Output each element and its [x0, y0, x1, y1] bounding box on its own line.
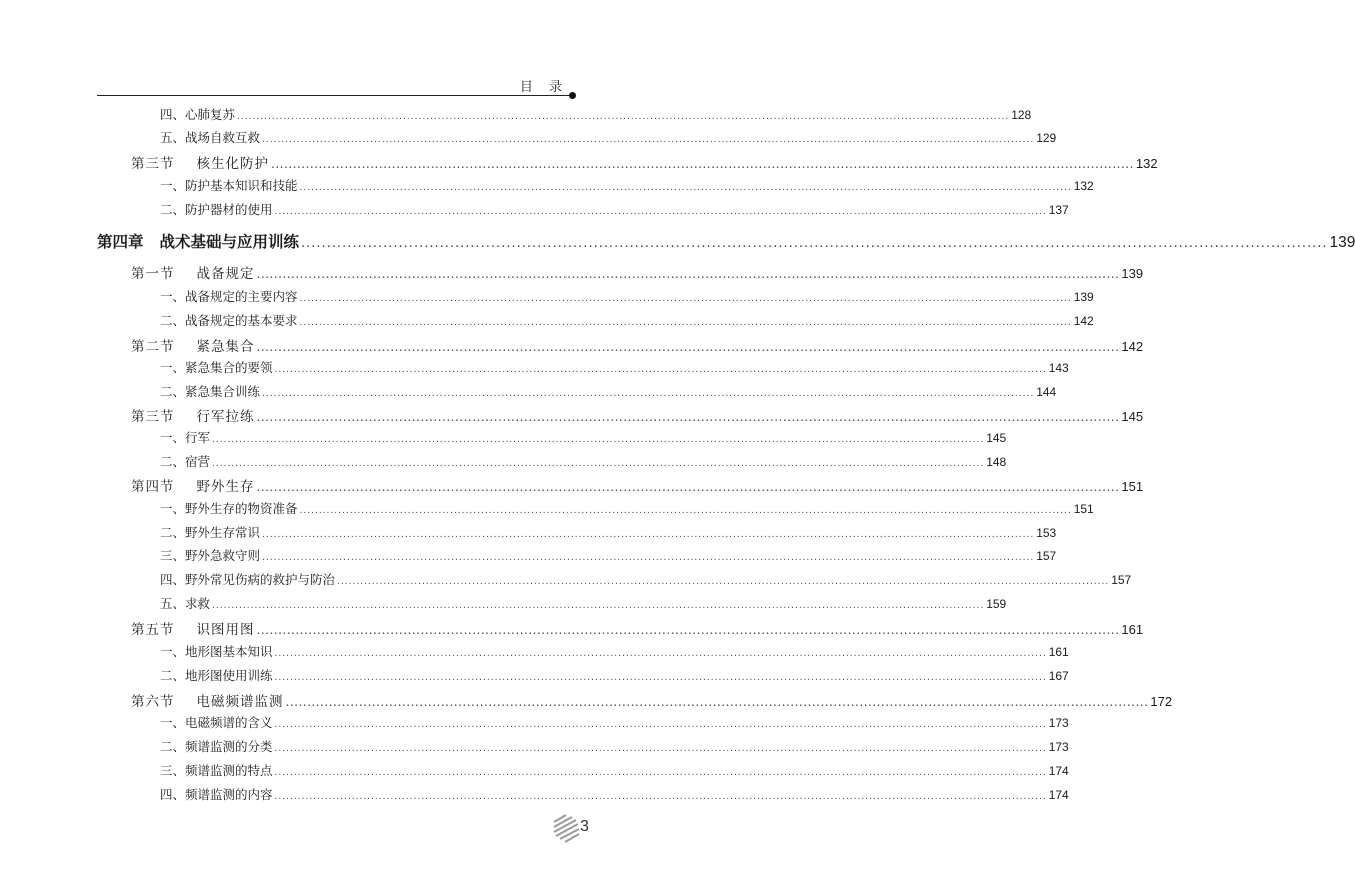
toc-entry-label: 战术基础与应用训练	[159, 233, 300, 251]
toc-dot-leader: ........................................................................................................................................................................................................	[299, 294, 1072, 304]
toc-entry-title	[160, 523, 260, 541]
toc-dot-leader: ........................................................................................................................................................................................................	[274, 673, 1047, 683]
toc-subsection-entry[interactable]	[160, 128, 1057, 146]
toc-entry-title	[160, 382, 260, 400]
toc-entry-label: 二、防护器材的使用	[160, 202, 273, 217]
toc-entry-page: 132	[1135, 156, 1158, 171]
toc-entry-title	[160, 594, 210, 612]
toc-entry-title	[131, 475, 255, 495]
toc-entry-page: 151	[1073, 502, 1094, 516]
toc-entry-label: 二、地形图使用训练	[160, 668, 273, 683]
toc-entry-page: 157	[1111, 573, 1132, 587]
toc-entry-title	[160, 642, 273, 660]
toc-entry-page: 137	[1048, 203, 1069, 217]
toc-entry-number: 第三节	[131, 156, 175, 172]
toc-entry-title	[160, 200, 273, 218]
toc-entry-label: 核生化防护	[196, 156, 269, 172]
toc-entry-page: 129	[1036, 131, 1057, 145]
toc-dot-leader: ........................................................................................................................................................................................................	[271, 157, 1134, 171]
toc-entry-title	[160, 105, 235, 123]
toc-subsection-entry[interactable]	[160, 642, 1069, 660]
toc-entry-label: 一、电磁频谱的含义	[160, 715, 273, 730]
toc-entry-label: 电磁频谱监测	[196, 694, 284, 710]
toc-subsection-entry[interactable]	[160, 311, 1094, 329]
toc-dot-leader: ........................................................................................................................................................................................................	[274, 207, 1047, 217]
toc-entry-page: 172	[1150, 694, 1173, 709]
toc-dot-leader: ........................................................................................................................................................................................................	[274, 768, 1047, 778]
toc-subsection-entry[interactable]	[160, 358, 1069, 376]
toc-dot-leader: ........................................................................................................................................................................................................	[237, 112, 1010, 122]
toc-subsection-entry[interactable]	[160, 176, 1094, 194]
toc-entry-label: 三、野外急救守则	[160, 548, 261, 563]
toc-entry-title	[160, 176, 298, 194]
toc-entry-title	[131, 405, 255, 425]
toc-dot-leader: ........................................................................................................................................................................................................	[337, 577, 1110, 587]
toc-section-entry[interactable]	[131, 335, 1144, 355]
toc-entry-page: 139	[1329, 234, 1355, 251]
page-number: 3	[580, 818, 589, 835]
toc-entry-page: 159	[986, 597, 1007, 611]
toc-subsection-entry[interactable]	[160, 546, 1057, 564]
toc-dot-leader: ........................................................................................................................................................................................................	[256, 410, 1120, 424]
toc-entry-label: 行军拉练	[196, 409, 255, 425]
toc-section-entry[interactable]	[131, 262, 1144, 282]
toc-entry-page: 173	[1048, 740, 1069, 754]
toc-entry-page: 142	[1073, 314, 1094, 328]
toc-dot-leader: ........................................................................................................................................................................................................	[274, 720, 1047, 730]
toc-entry-label: 五、求救	[160, 596, 211, 611]
toc-dot-leader: ........................................................................................................................................................................................................	[262, 553, 1035, 563]
toc-entry-page: 173	[1048, 716, 1069, 730]
toc-dot-leader: ........................................................................................................................................................................................................	[262, 530, 1035, 540]
toc-entry-page: 174	[1048, 764, 1069, 778]
toc-subsection-entry[interactable]	[160, 594, 1007, 612]
header-title: 目 录	[519, 80, 568, 95]
toc-entry-number: 第六节	[131, 694, 175, 710]
toc-entry-label: 五、战场自救互救	[160, 130, 261, 145]
toc-entry-title	[131, 618, 255, 638]
toc-entry-page: 157	[1036, 549, 1057, 563]
toc-subsection-entry[interactable]	[160, 428, 1007, 446]
toc-dot-leader: ........................................................................................................................................................................................................	[274, 365, 1047, 375]
toc-entry-title	[160, 713, 273, 731]
toc-entry-page: 145	[1121, 409, 1144, 424]
toc-entry-title	[131, 690, 284, 710]
toc-subsection-entry[interactable]	[160, 737, 1069, 755]
toc-subsection-entry[interactable]	[160, 287, 1094, 305]
toc-entry-label: 二、频谱监测的分类	[160, 739, 273, 754]
toc-entry-title	[160, 128, 260, 146]
toc-dot-leader: ........................................................................................................................................................................................................	[256, 623, 1120, 637]
header-rule	[97, 95, 572, 96]
toc-dot-leader: ........................................................................................................................................................................................................	[274, 649, 1047, 659]
toc-dot-leader: ........................................................................................................................................................................................................	[256, 480, 1120, 494]
toc-entry-page: 128	[1011, 108, 1032, 122]
toc-entry-label: 紧急集合	[196, 339, 255, 355]
toc-entry-title	[131, 152, 269, 172]
toc-entry-title	[160, 737, 273, 755]
toc-dot-leader: ........................................................................................................................................................................................................	[274, 792, 1047, 802]
toc-entry-title	[160, 452, 210, 470]
toc-dot-leader: ........................................................................................................................................................................................................	[274, 744, 1047, 754]
toc-section-entry[interactable]	[131, 618, 1144, 638]
toc-entry-label: 一、地形图基本知识	[160, 644, 273, 659]
toc-section-entry[interactable]	[131, 475, 1144, 495]
toc-entry-title	[160, 546, 260, 564]
corner-stripes-icon	[552, 812, 582, 846]
toc-entry-page: 139	[1073, 290, 1094, 304]
toc-entry-title	[160, 499, 298, 517]
toc-entry-page: 132	[1073, 179, 1094, 193]
toc-entry-label: 二、战备规定的基本要求	[160, 313, 298, 328]
toc-dot-leader: ........................................................................................................................................................................................................	[299, 318, 1072, 328]
toc-entry-title	[160, 311, 298, 329]
toc-subsection-entry[interactable]	[160, 382, 1057, 400]
toc-dot-leader: ........................................................................................................................................................................................................	[256, 340, 1120, 354]
toc-entry-page: 174	[1048, 788, 1069, 802]
toc-dot-leader: ........................................................................................................................................................................................................	[256, 267, 1120, 281]
toc-dot-leader: ........................................................................................................................................................................................................	[262, 135, 1035, 145]
toc-entry-page: 153	[1036, 526, 1057, 540]
toc-entry-number: 第五节	[131, 622, 175, 638]
toc-entry-title	[131, 335, 255, 355]
toc-entry-page: 148	[986, 455, 1007, 469]
toc-subsection-entry[interactable]	[160, 452, 1007, 470]
toc-subsection-entry[interactable]	[160, 200, 1069, 218]
toc-entry-page: 142	[1121, 339, 1144, 354]
toc-dot-leader: ........................................................................................................................................................................................................	[212, 459, 985, 469]
toc-entry-number: 第二节	[131, 339, 175, 355]
toc-entry-label: 四、野外常见伤病的救护与防治	[160, 572, 336, 587]
toc-subsection-entry[interactable]	[160, 105, 1032, 123]
toc-subsection-entry[interactable]	[160, 666, 1069, 684]
toc-entry-number: 第四章	[97, 233, 144, 251]
toc-entry-title	[160, 287, 298, 305]
toc-entry-page: 144	[1036, 385, 1057, 399]
toc-entry-label: 三、频谱监测的特点	[160, 763, 273, 778]
toc-entry-title	[97, 230, 299, 252]
toc-entry-title	[160, 570, 335, 588]
toc-entry-label: 四、频谱监测的内容	[160, 787, 273, 802]
toc-entry-page: 167	[1048, 669, 1069, 683]
toc-subsection-entry[interactable]	[160, 761, 1069, 779]
toc-subsection-entry[interactable]	[160, 713, 1069, 731]
toc-subsection-entry[interactable]	[160, 785, 1069, 803]
toc-entry-title	[160, 666, 273, 684]
toc-dot-leader: ........................................................................................................................................................................................................	[212, 601, 985, 611]
toc-entry-label: 一、紧急集合的要领	[160, 360, 273, 375]
toc-dot-leader: ........................................................................................................................................................................................................	[212, 435, 985, 445]
toc-entry-page: 145	[986, 431, 1007, 445]
toc-entry-label: 一、野外生存的物资准备	[160, 501, 298, 516]
toc-entry-number: 第四节	[131, 479, 175, 495]
toc-section-entry[interactable]	[131, 690, 1173, 710]
toc-entry-title	[160, 785, 273, 803]
header-dot	[569, 92, 576, 99]
toc-entry-label: 野外生存	[196, 479, 255, 495]
toc-entry-label: 二、宿营	[160, 454, 211, 469]
toc-entry-label: 一、防护基本知识和技能	[160, 178, 298, 193]
toc-dot-leader: ........................................................................................................................................................................................................	[285, 695, 1149, 709]
toc-entry-title	[160, 761, 273, 779]
toc-entry-page: 151	[1121, 479, 1144, 494]
toc-entry-title	[160, 428, 210, 446]
toc-section-entry[interactable]	[131, 152, 1158, 172]
toc-entry-page: 143	[1048, 361, 1069, 375]
toc-subsection-entry[interactable]	[160, 499, 1094, 517]
toc-entry-label: 二、野外生存常识	[160, 525, 261, 540]
toc-entry-page: 139	[1121, 266, 1144, 281]
toc-entry-label: 一、行军	[160, 430, 211, 445]
toc-entry-page: 161	[1121, 622, 1144, 637]
toc-entry-label: 一、战备规定的主要内容	[160, 289, 298, 304]
toc-dot-leader: ........................................................................................................................................................................................................	[301, 236, 1328, 251]
toc-entry-number: 第三节	[131, 409, 175, 425]
toc-entry-label: 战备规定	[196, 266, 255, 282]
toc-entry-title	[131, 262, 255, 282]
toc-dot-leader: ........................................................................................................................................................................................................	[299, 183, 1072, 193]
toc-chapter-entry[interactable]	[97, 230, 1355, 252]
toc-dot-leader: ........................................................................................................................................................................................................	[262, 389, 1035, 399]
toc-entry-number: 第一节	[131, 266, 175, 282]
toc-entry-page: 161	[1048, 645, 1069, 659]
toc-entry-title	[160, 358, 273, 376]
toc-subsection-entry[interactable]	[160, 570, 1132, 588]
toc-dot-leader: ........................................................................................................................................................................................................	[299, 506, 1072, 516]
toc-entry-label: 识图用图	[196, 622, 255, 638]
toc-section-entry[interactable]	[131, 405, 1144, 425]
toc-entry-label: 二、紧急集合训练	[160, 384, 261, 399]
toc-subsection-entry[interactable]	[160, 523, 1057, 541]
toc-entry-label: 四、心肺复苏	[160, 107, 236, 122]
